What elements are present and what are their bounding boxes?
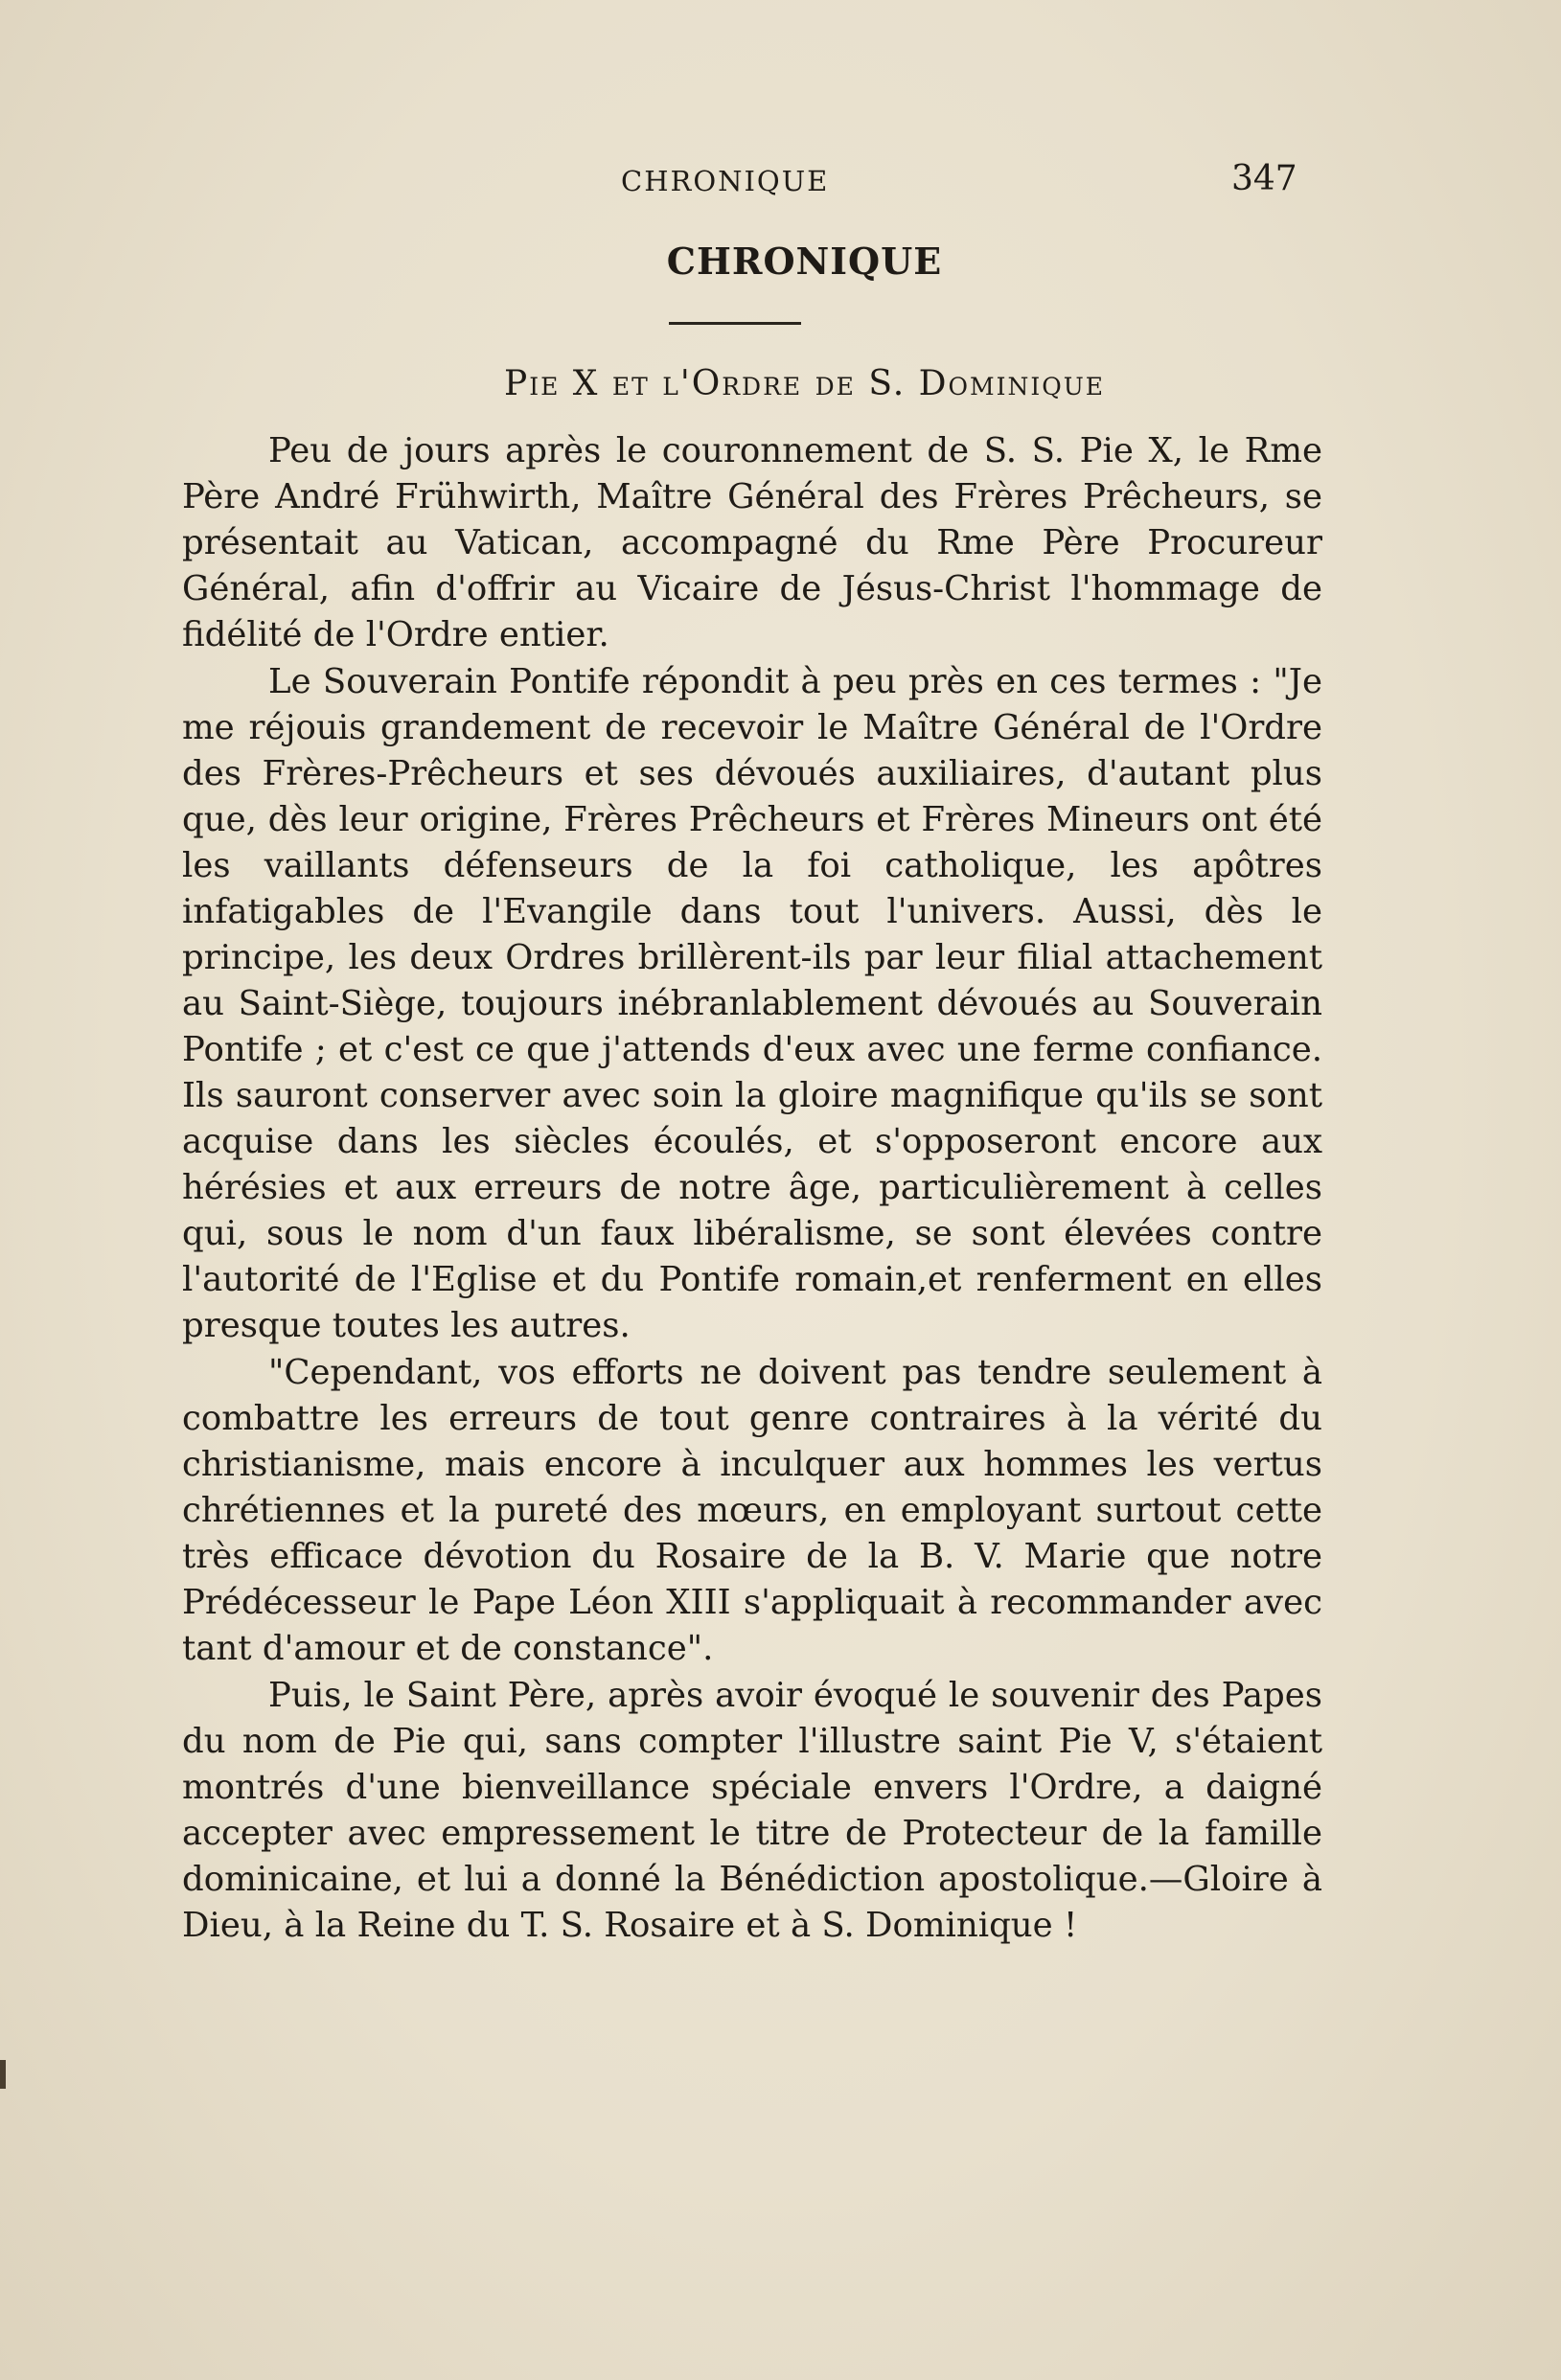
paragraph-1: Peu de jours après le couronnement de S. S. Pie X, le Rme Père André Frühwirth, Maître Général des Frères Prêcheurs, se présentait au Vatican, accompagné du Rme Père Procureur Général, afin d'offrir au Vicaire de Jésus-Christ l'hommage de fidélité de l'Ordre entier. (182, 431, 1322, 654)
chronicle-body (182, 428, 1322, 1949)
paragraph-3: "Cependant, vos efforts ne doivent pas tendre seulement à combattre les erreurs de tout genre contraires à la vérité du christianisme, mais encore à inculquer aux hommes les vertus chrétiennes et la pureté des mœurs, en employant surtout cette très efficace dévotion du Rosaire de la B. V. Marie que notre Prédécesseur le Pape Léon XIII s'appliquait à recommander avec tant d'amour et de constance". (182, 1353, 1322, 1668)
section-subtitle: Pie X et l'Ordre de S. Dominique (503, 364, 1106, 403)
paragraph-2: Le Souverain Pontife répondit à peu près en ces termes : "Je me réjouis grandement de recevoir le Maître Général de l'Ordre des Frères-Prêcheurs et ses dévoués auxiliaires, d'autant plus que, dès leur origine, Frères Prêcheurs et Frères Mineurs ont été les vaillants défenseurs de la foi catholique, les apôtres infatigables de l'Evangile dans tout l'univers. Aussi, dès le principe, les deux Ordres brillèrent-ils par leur filial attachement au Saint-Siège, toujours inébranlablement dévoués au Souverain Pontife ; et c'est ce que j'attends d'eux avec une ferme confiance. Ils sauront conserver avec soin la gloire magnifique qu'ils se sont acquise dans les siècles écoulés, et s'opposeront encore aux hérésies et aux erreurs de notre âge, particulièrement à celles qui, sous le nom d'un faux libéralisme, se sont élevées contre l'autorité de l'Eglise et du Pontife romain,et renferment en elles presque toutes les autres. (182, 662, 1322, 1345)
running-head: CHRONIQUE (621, 165, 830, 197)
paragraph-4: Puis, le Saint Père, après avoir évoqué le souvenir des Papes du nom de Pie qui, sans compter l'illustre saint Pie V, s'étaient montrés d'une bienveillance spéciale envers l'Ordre, a daigné accepter avec empressement le titre de Protecteur de la famille dominicaine, et lui a donné la Bénédiction apostolique.—Gloire à Dieu, à la Reine du T. S. Rosaire et à S. Dominique ! (182, 1676, 1322, 1945)
section-title: CHRONIQUE (666, 240, 943, 283)
page-number: 347 (1231, 159, 1297, 198)
page-edge-mark (0, 2060, 6, 2089)
title-rule (669, 322, 801, 325)
